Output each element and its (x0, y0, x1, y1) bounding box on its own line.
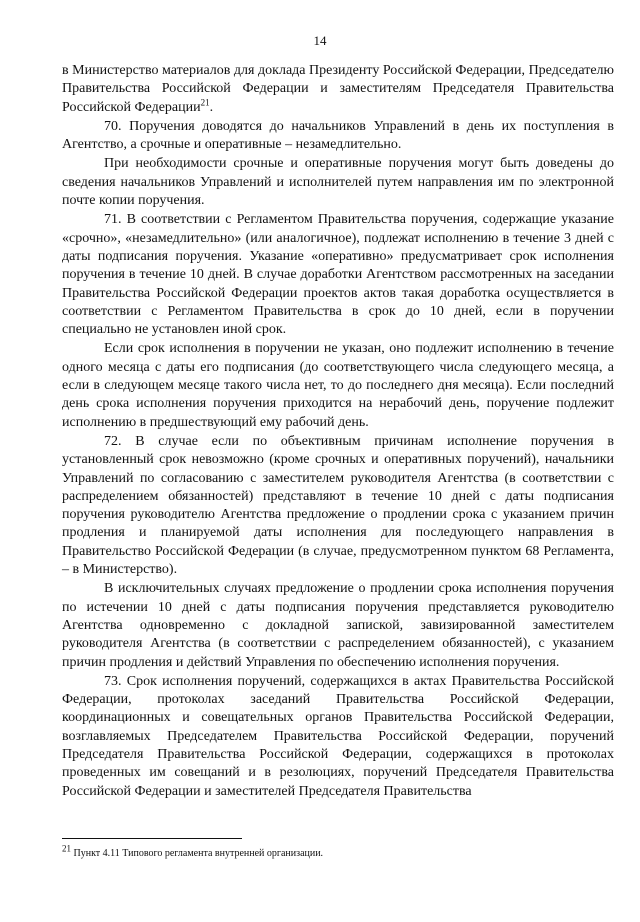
footnote-text: Пункт 4.11 Типового регламента внутренней организации. (71, 848, 324, 859)
page-number: 14 (313, 33, 327, 48)
paragraph-70: 70. Поручения доводятся до начальников Управлений в день их поступления в Агентство, а срочные и оперативные – незамедлительно. (62, 118, 614, 153)
footnote (62, 843, 614, 860)
paragraph-continuation: в Министерство материалов для доклада Президенту Российской Федерации, Председателю Правительства Российской Федерации и заместителям Председателя Правительства Российской Федерации$^{21}$. (62, 63, 614, 115)
paragraph-72: 72. В случае если по объективным причинам исполнение поручения в установленный срок невозможно (кроме срочных и оперативных поручений), начальники Управлений по согласованию с заместителем руководителя Агентства (в соответствии с распределением обязанностей) представляют в течение 10 дней с даты подписания поручения руководителю Агентства предложение о продлении срока с указанием причин продления и планируемой даты исполнения для последующего направления в Правительство Российской Федерации (в случае, предусмотренном пунктом 68 Регламента, – в Министерство). (62, 433, 614, 578)
paragraph-72-exceptional: В исключительных случаях предложение о продлении срока исполнения поручения по истечении 10 дней с даты подписания поручения представляется руководителю Агентства одновременно с докладной запиской, завизированной заместителем руководителя Агентства (в соответствии с распределением обязанностей), с указанием причин продления и действий Управления по обеспечению исполнения поручения. (62, 581, 614, 670)
paragraph-71: 71. В соответствии с Регламентом Правительства поручения, содержащие указание «срочно», «незамедлительно» (или аналогичное), подлежат исполнению в течение 3 дней с даты подписания поручения. Указание «оперативно» предусматривает срок исполнения поручения в течение 10 дней. В случае доработки Агентством рассмотренных на заседании Правительства Российской Федерации проектов актов такая доработка осуществляется в соответствии с Регламентом Правительства в срок до 10 дней, если в поручении специально не установлен иной срок. (62, 212, 614, 338)
paragraph-73: 73. Срок исполнения поручений, содержащихся в актах Правительства Российской Федерации, протоколах заседаний Правительства Российской Федерации, координационных и совещательных органов Правительства Российской Федерации, возглавляемых Председателем Правительства Российской Федерации, поручений Председателя Правительства Российской Федерации, содержащихся в протоколах проведенных им совещаний и в резолюциях, поручений Председателя Правительства Российской Федерации и заместителей Председателя Правительства (62, 673, 614, 799)
paragraph-70-note: При необходимости срочные и оперативные поручения могут быть доведены до сведения начальников Управлений и исполнителей путем направления им по электронной почте копии поручения. (62, 156, 614, 209)
footnote-reference[interactable]: 21 (200, 96, 210, 107)
footnote-mark: 21 (62, 843, 71, 854)
document-body (62, 62, 614, 802)
paragraph-71-deadline: Если срок исполнения в поручении не указан, оно подлежит исполнению в течение одного месяца с даты его подписания (до соответствующего числа следующего месяца, а если в следующем месяце такого числа нет, то до последнего дня месяца). Если последний день срока исполнения поручения приходится на нерабочий день, поручение подлежит исполнению в предшествующий ему рабочий день. (62, 341, 614, 430)
footnote-divider (62, 838, 242, 839)
